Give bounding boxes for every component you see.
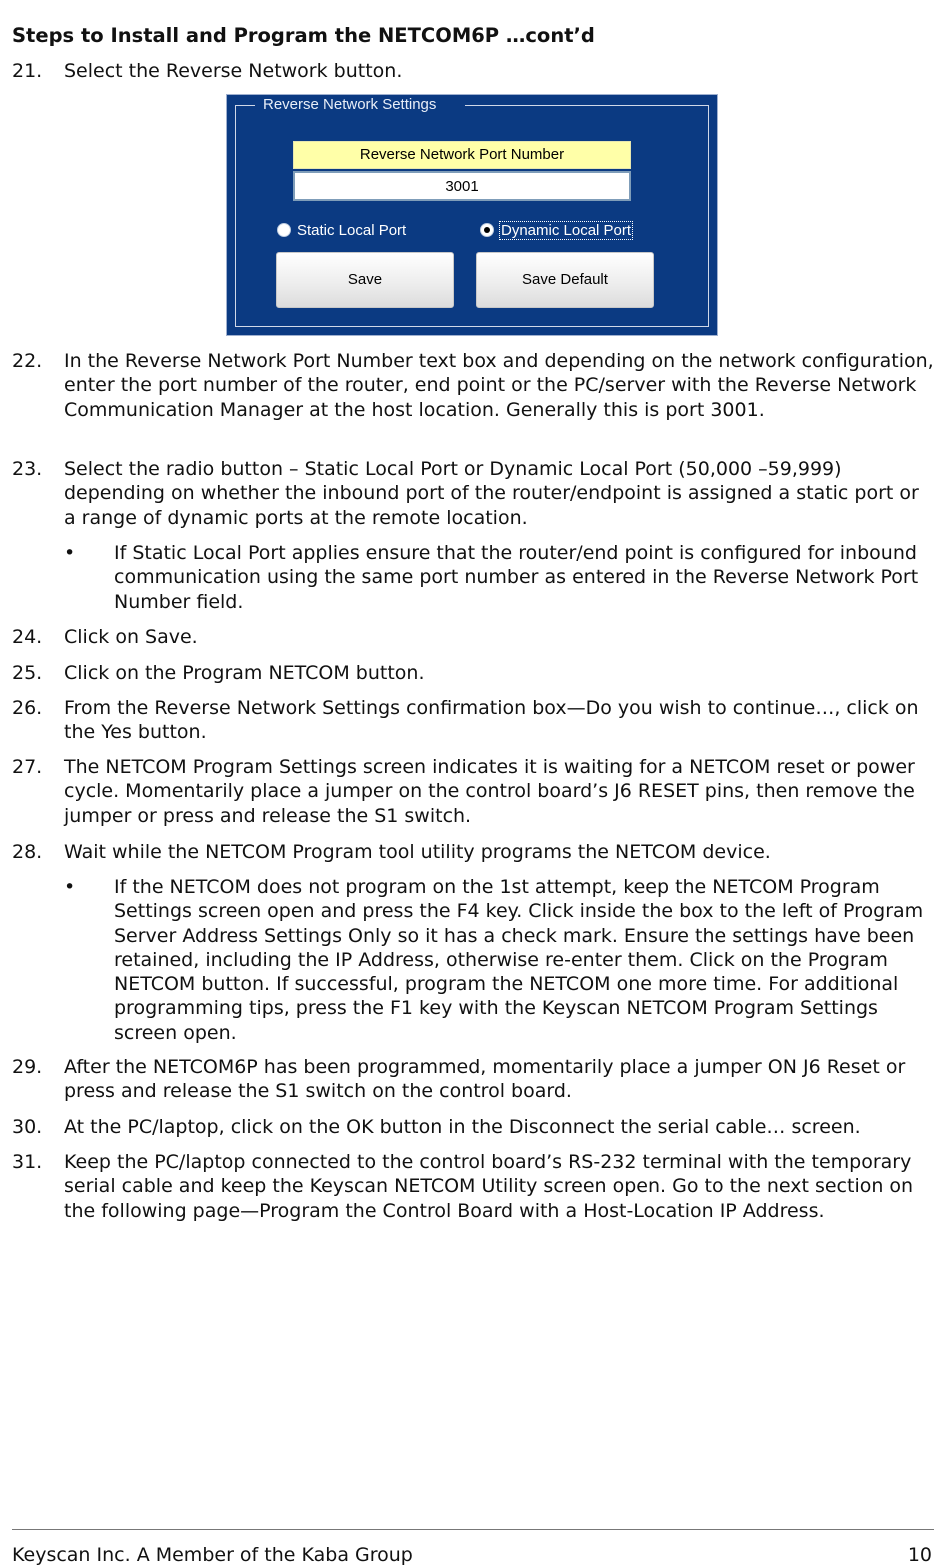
group-box-border-top-right [465,105,709,106]
step-number: 28. [12,841,43,863]
radio-checked-icon [480,223,494,237]
step-28 [12,840,934,864]
bullet-static-port-note [62,541,934,614]
save-button[interactable]: Save [276,252,454,308]
port-number-label: Reverse Network Port Number [293,141,631,169]
step-number: 23. [12,458,43,480]
step-25 [12,661,934,685]
bullet-text: If the NETCOM does not program on the 1st attempt, keep the NETCOM Program Settings screen open and press the F4 key. Click inside the box to the left of Program Server Address Settings Only so it has a check mark. Ensure the settings have been retained, including the IP Address, otherwise re-enter them. Click on the Program NETCOM button. If successful, program the NETCOM one more time. For additional programming tips, press the F1 key with the Keyscan NETCOM Program Settings screen open. [114,876,924,1044]
port-number-input[interactable] [293,171,631,201]
bullet-dot: • [64,542,76,564]
step-text: At the PC/laptop, click on the OK button in the Disconnect the serial cable… screen. [64,1116,861,1138]
step-number: 22. [12,350,43,372]
page-title: Steps to Install and Program the NETCOM6P …cont’d [12,24,595,47]
step-24 [12,625,934,649]
step-text: Select the Reverse Network button. [64,60,403,82]
step-number: 25. [12,662,43,684]
step-number: 24. [12,626,43,648]
bullet-text: If Static Local Port applies ensure that the router/end point is configured for inbound communication using the same port number as entered in the Reverse Network Port Number field. [114,542,919,613]
step-23 [12,457,934,530]
step-27 [12,755,934,828]
step-text: Click on the Program NETCOM button. [64,662,425,684]
radio-unchecked-icon [277,223,291,237]
group-box-title: Reverse Network Settings [263,96,437,113]
step-number: 29. [12,1056,43,1078]
step-30 [12,1115,934,1139]
step-text: Wait while the NETCOM Program tool utility programs the NETCOM device. [64,841,771,863]
step-number: 26. [12,697,43,719]
step-text: After the NETCOM6P has been programmed, momentarily place a jumper ON J6 Reset or press and release the S1 switch on the control board. [64,1056,906,1103]
save-default-button[interactable]: Save Default [476,252,654,308]
step-number: 21. [12,60,43,82]
step-21 [12,59,934,83]
group-box-border-top-left [235,105,255,106]
footer-divider [12,1529,934,1530]
step-text: Click on Save. [64,626,198,648]
step-text: In the Reverse Network Port Number text box and depending on the network configuration, enter the port number of the router, end point or the PC/server with the Reverse Network Communication Manager at the host location. Generally this is port 3001. [64,350,934,421]
reverse-network-settings-dialog [226,94,718,336]
step-22 [12,349,934,422]
step-number: 31. [12,1151,43,1173]
step-26 [12,696,934,745]
step-number: 27. [12,756,43,778]
page-number: 10 [907,1544,932,1566]
step-29 [12,1055,934,1104]
step-text: Select the radio button – Static Local Port or Dynamic Local Port (50,000 –59,999) depending on whether the inbound port of the router/endpoint is assigned a static port or a range of dynamic ports at the remote location. [64,458,919,529]
footer-company: Keyscan Inc. A Member of the Kaba Group [12,1544,413,1566]
dynamic-local-port-label: Dynamic Local Port [501,221,632,239]
step-text: The NETCOM Program Settings screen indicates it is waiting for a NETCOM reset or power cycle. Momentarily place a jumper on the control board’s J6 RESET pins, then remove the jumper or press and release the S1 switch. [64,756,915,827]
bullet-programming-tips [62,875,934,1045]
step-text: Keep the PC/laptop connected to the control board’s RS-232 terminal with the temporary serial cable and keep the Keyscan NETCOM Utility screen open. Go to the next section on the following page—Program the Control Board with a Host-Location IP Address. [64,1151,914,1222]
step-number: 30. [12,1116,43,1138]
step-31 [12,1150,934,1223]
step-text: From the Reverse Network Settings confirmation box—Do you wish to continue…, click on the Yes button. [64,697,919,744]
static-local-port-label: Static Local Port [297,221,407,239]
dynamic-local-port-radio[interactable] [480,220,632,240]
static-local-port-radio[interactable] [277,220,406,240]
bullet-dot: • [64,876,76,898]
